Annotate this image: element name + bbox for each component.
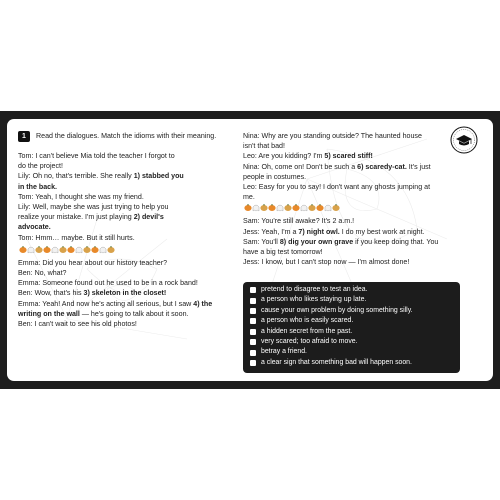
dialogue-text: if you keep doing that. You	[353, 237, 439, 246]
dialogue-text: Leo: Easy for you to say! I don't want any ghosts jumping at	[243, 183, 431, 192]
dialogue-text: I do my best work at night.	[339, 227, 425, 236]
dialogue-text: Ben: Wow, that's his	[18, 289, 84, 298]
meaning-text: a person who is easily scared.	[261, 317, 354, 325]
dialogue-text: — he's going to talk about it soon.	[79, 309, 189, 318]
dialogue-line	[18, 161, 238, 171]
idiom-text: in the back.	[18, 182, 58, 191]
meaning-text: betray a friend.	[261, 348, 307, 356]
dialogue-text: Ben: No, what?	[18, 269, 67, 278]
dialogue-line	[243, 247, 479, 257]
idiom-text: 8) dig your own grave	[279, 237, 354, 246]
dialogue-text: Nina: Oh, come on! Don't be such a	[243, 162, 358, 171]
checkbox-icon[interactable]	[250, 308, 256, 314]
meanings-box	[243, 282, 460, 373]
dialogue-line	[18, 288, 238, 298]
dialogue-text: realize your mistake. I'm just playing	[18, 213, 134, 222]
dialogue-line	[18, 171, 238, 181]
meaning-option[interactable]	[250, 306, 460, 316]
checkbox-icon[interactable]	[250, 339, 256, 345]
task-header	[18, 131, 238, 142]
dialogue-text: Tom: I can't believe Mia told the teacher I forgot to	[18, 152, 175, 160]
dialogue-3	[243, 131, 479, 202]
dialogue-line	[243, 172, 479, 182]
idiom-text: 3) skeleton in the closet!	[83, 289, 167, 298]
dialogue-2	[18, 258, 238, 329]
meaning-text: pretend to disagree to test an idea.	[261, 286, 368, 293]
dialogue-text: isn't that bad!	[243, 142, 285, 151]
dialogue-text: It's just	[406, 162, 431, 171]
checkbox-icon[interactable]	[250, 360, 256, 366]
meaning-option[interactable]	[250, 295, 460, 305]
dialogue-text: Lily: Well, maybe she was just trying to help you	[18, 203, 169, 212]
dialogue-line	[18, 309, 238, 319]
dialogue-text: Ben: I can't wait to see his old photos!	[18, 320, 137, 329]
dialogue-line	[18, 182, 238, 192]
idiom-text: 7) night owl.	[298, 227, 340, 236]
dialogue-line	[18, 258, 238, 268]
dialogue-text: Jess: I know, but I can't stop now — I'm almost done!	[243, 258, 410, 267]
dialogue-line	[243, 227, 479, 237]
halloween-decoration-icon	[18, 245, 238, 254]
dialogue-line	[18, 319, 238, 329]
meaning-option[interactable]	[250, 316, 460, 326]
dialogue-line	[243, 182, 479, 192]
dialogue-line	[243, 257, 479, 267]
dialogue-line	[243, 162, 479, 172]
dialogue-line	[243, 151, 479, 161]
checkbox-icon[interactable]	[250, 329, 256, 335]
idiom-text: 2) devil's	[133, 213, 164, 222]
idiom-text: 4) the	[193, 299, 213, 308]
dialogue-line	[18, 151, 238, 161]
idiom-text: advocate.	[18, 223, 51, 232]
dialogue-text: Tom: Hmm… maybe. But it still hurts.	[18, 233, 135, 242]
dialogue-text: Lily: Oh no, that's terrible. She really	[18, 172, 134, 181]
dialogue-line	[18, 233, 238, 243]
dialogue-text: Emma: Did you hear about our history teacher?	[18, 258, 168, 267]
dialogue-line	[18, 299, 238, 309]
idiom-text: writing on the wall	[18, 309, 80, 318]
dialogue-line	[243, 216, 479, 226]
right-column	[243, 131, 479, 267]
checkbox-icon[interactable]	[250, 350, 256, 356]
dialogue-text: Nina: Why are you standing outside? The haunted house	[243, 132, 422, 140]
dialogue-line	[243, 237, 479, 247]
dialogue-text: people in costumes.	[243, 172, 307, 181]
dialogue-line	[243, 131, 479, 141]
dialogue-text: do the project!	[18, 162, 63, 171]
meaning-text: a clear sign that something bad will happen soon.	[261, 358, 412, 366]
checkbox-icon[interactable]	[250, 298, 256, 304]
dialogue-line	[18, 192, 238, 202]
dialogue-text: Sam: You'll	[243, 237, 280, 246]
idiom-text: 6) scaredy-cat.	[357, 162, 407, 171]
meaning-option[interactable]	[250, 347, 460, 357]
dialogue-1	[18, 151, 238, 243]
meaning-option[interactable]	[250, 285, 460, 295]
meaning-option[interactable]	[250, 358, 460, 368]
meaning-text: very scared; too afraid to move.	[261, 338, 358, 346]
checkbox-icon[interactable]	[250, 318, 256, 324]
task-number-badge: 1	[18, 131, 30, 142]
dialogue-text: Tom: Yeah, I thought she was my friend.	[18, 192, 144, 201]
meaning-option[interactable]	[250, 337, 460, 347]
left-column	[18, 131, 238, 329]
meaning-text: a person who likes staying up late.	[261, 296, 367, 304]
dialogue-line	[18, 212, 238, 222]
dialogue-text: Jess: Yeah, I'm a	[243, 227, 299, 236]
dialogue-line	[18, 222, 238, 232]
meanings-list	[250, 285, 460, 368]
dialogue-text: have a big test tomorrow!	[243, 248, 323, 257]
task-instruction: Read the dialogues. Match the idioms with their meaning.	[36, 132, 217, 141]
dialogue-line	[18, 278, 238, 288]
meaning-option[interactable]	[250, 327, 460, 337]
idiom-text: 5) scared stiff!	[324, 152, 373, 161]
meaning-text: cause your own problem by doing something silly.	[261, 306, 413, 314]
meaning-text: a hidden secret from the past.	[261, 327, 353, 335]
idiom-text: 1) stabbed you	[133, 172, 184, 181]
dialogue-text: Sam: You're still awake? It's 2 a.m.!	[243, 217, 355, 226]
dialogue-text: Emma: Yeah! And now he's acting all serious, but I saw	[18, 299, 194, 308]
dialogue-text: Leo: Are you kidding? I'm	[243, 152, 325, 161]
dialogue-line	[18, 202, 238, 212]
dialogue-line	[243, 141, 479, 151]
halloween-decoration-icon	[243, 203, 479, 212]
dialogue-text: me.	[243, 193, 255, 202]
dialogue-line	[243, 192, 479, 202]
dialogue-text: Emma: Someone found out he used to be in a rock band!	[18, 279, 198, 288]
checkbox-icon[interactable]	[250, 287, 256, 293]
dialogue-4	[243, 216, 479, 267]
dialogue-line	[18, 268, 238, 278]
